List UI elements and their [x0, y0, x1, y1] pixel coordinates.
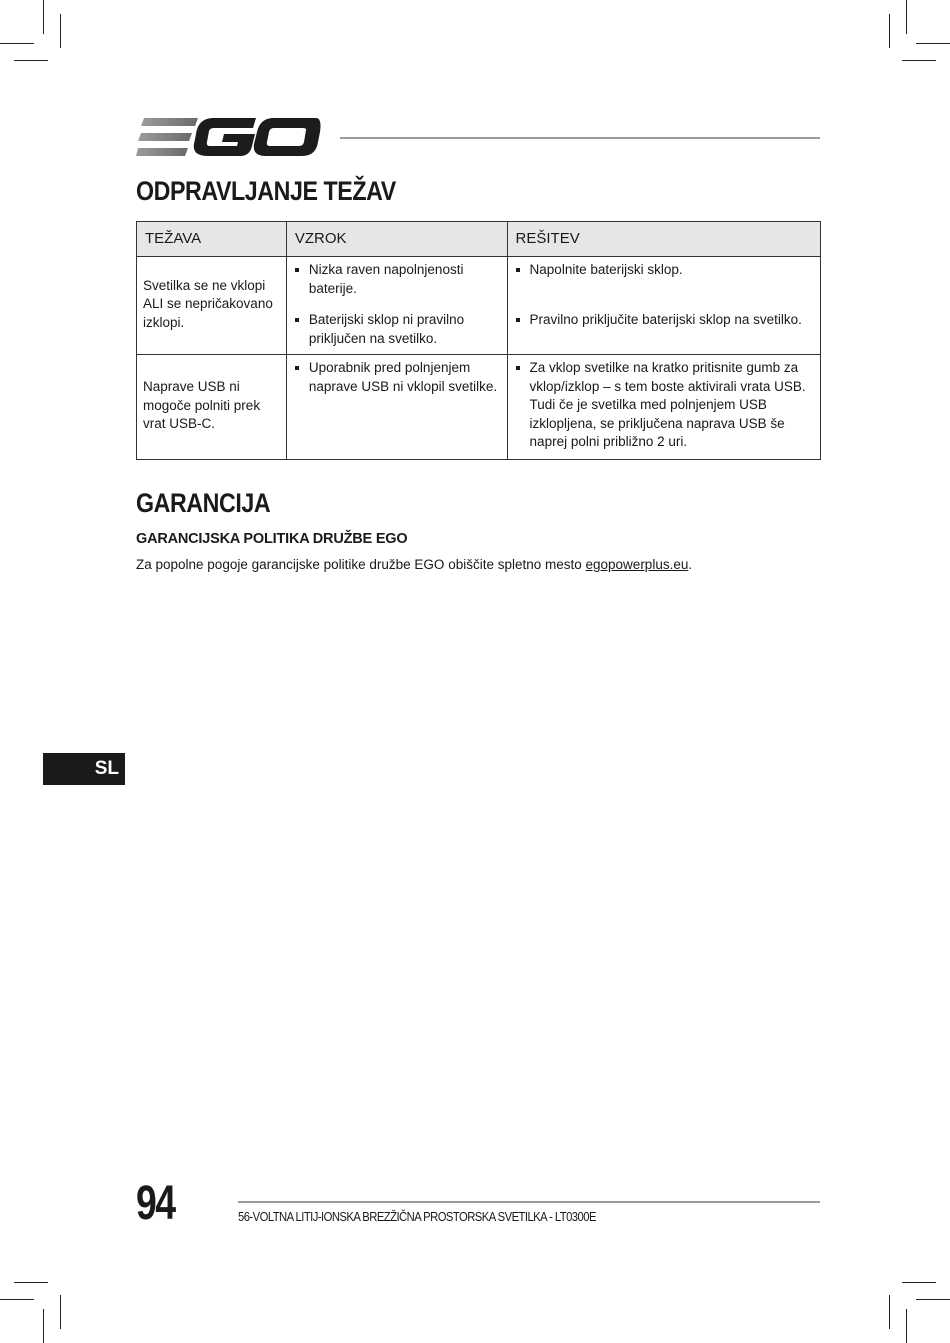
- solution-cell: [507, 355, 820, 460]
- solution-item: Za vklop svetilke na kratko pritisnite gumb za vklop/izklop – s tem boste aktivirali vrata USB. Tudi če je svetilka med polnjenjem USB izklopljena, se priključena naprava USB še naprej polni približno 2 uri.: [514, 359, 814, 452]
- troubleshooting-table: [136, 221, 821, 460]
- crop-mark: [0, 1299, 34, 1300]
- crop-mark: [889, 14, 890, 48]
- cause-item: Uporabnik pred polnjenjem naprave USB ni vklopil svetilke.: [293, 359, 501, 396]
- problem-cell: Naprave USB ni mogoče polniti prek vrat USB-C.: [137, 355, 287, 460]
- header-problem: TEŽAVA: [137, 222, 287, 257]
- warranty-subtitle: GARANCIJSKA POLITIKA DRUŽBE EGO: [136, 531, 408, 547]
- crop-mark: [889, 1295, 890, 1329]
- table-row: [137, 355, 821, 460]
- solution-cell: [507, 257, 820, 355]
- problem-cell: Svetilka se ne vklopi ALI se nepričakovano izklopi.: [137, 257, 287, 355]
- cause-cell: [286, 355, 507, 460]
- crop-mark: [906, 0, 907, 34]
- crop-mark: [902, 60, 936, 61]
- warranty-text: Za popolne pogoje garancijske politike družbe EGO obiščite spletno mesto: [136, 557, 586, 572]
- crop-mark: [0, 43, 34, 44]
- crop-mark: [14, 60, 48, 61]
- troubleshooting-title: ODPRAVLJANJE TEŽAV: [136, 176, 396, 206]
- header-rule: [340, 137, 820, 139]
- solution-item: Napolnite baterijski sklop.: [514, 261, 814, 280]
- page-number: 94: [136, 1177, 175, 1230]
- cause-item: Baterijski sklop ni pravilno priključen na svetilko.: [293, 311, 501, 348]
- crop-mark: [906, 1309, 907, 1343]
- crop-mark: [902, 1282, 936, 1283]
- crop-mark: [43, 0, 44, 34]
- crop-mark: [43, 1309, 44, 1343]
- crop-mark: [916, 1299, 950, 1300]
- footer-product-text: 56-VOLTNA LITIJ-IONSKA BREZŽIČNA PROSTORSKA SVETILKA - LT0300E: [238, 1210, 596, 1224]
- header-solution: REŠITEV: [507, 222, 820, 257]
- cause-cell: [286, 257, 507, 355]
- footer-rule: [238, 1201, 820, 1203]
- warranty-paragraph: [136, 557, 692, 572]
- crop-mark: [916, 43, 950, 44]
- table-header-row: [137, 222, 821, 257]
- warranty-title: GARANCIJA: [136, 488, 271, 518]
- warranty-link[interactable]: egopowerplus.eu: [585, 557, 689, 572]
- solution-item: Pravilno priključite baterijski sklop na svetilko.: [514, 311, 814, 330]
- cause-item: Nizka raven napolnjenosti baterije.: [293, 261, 501, 298]
- header-cause: VZROK: [286, 222, 507, 257]
- crop-mark: [60, 1295, 61, 1329]
- crop-mark: [14, 1282, 48, 1283]
- language-tab: SL: [43, 753, 125, 785]
- table-row: [137, 257, 821, 355]
- crop-mark: [60, 14, 61, 48]
- ego-logo: [136, 114, 322, 162]
- warranty-text-end: .: [688, 557, 693, 572]
